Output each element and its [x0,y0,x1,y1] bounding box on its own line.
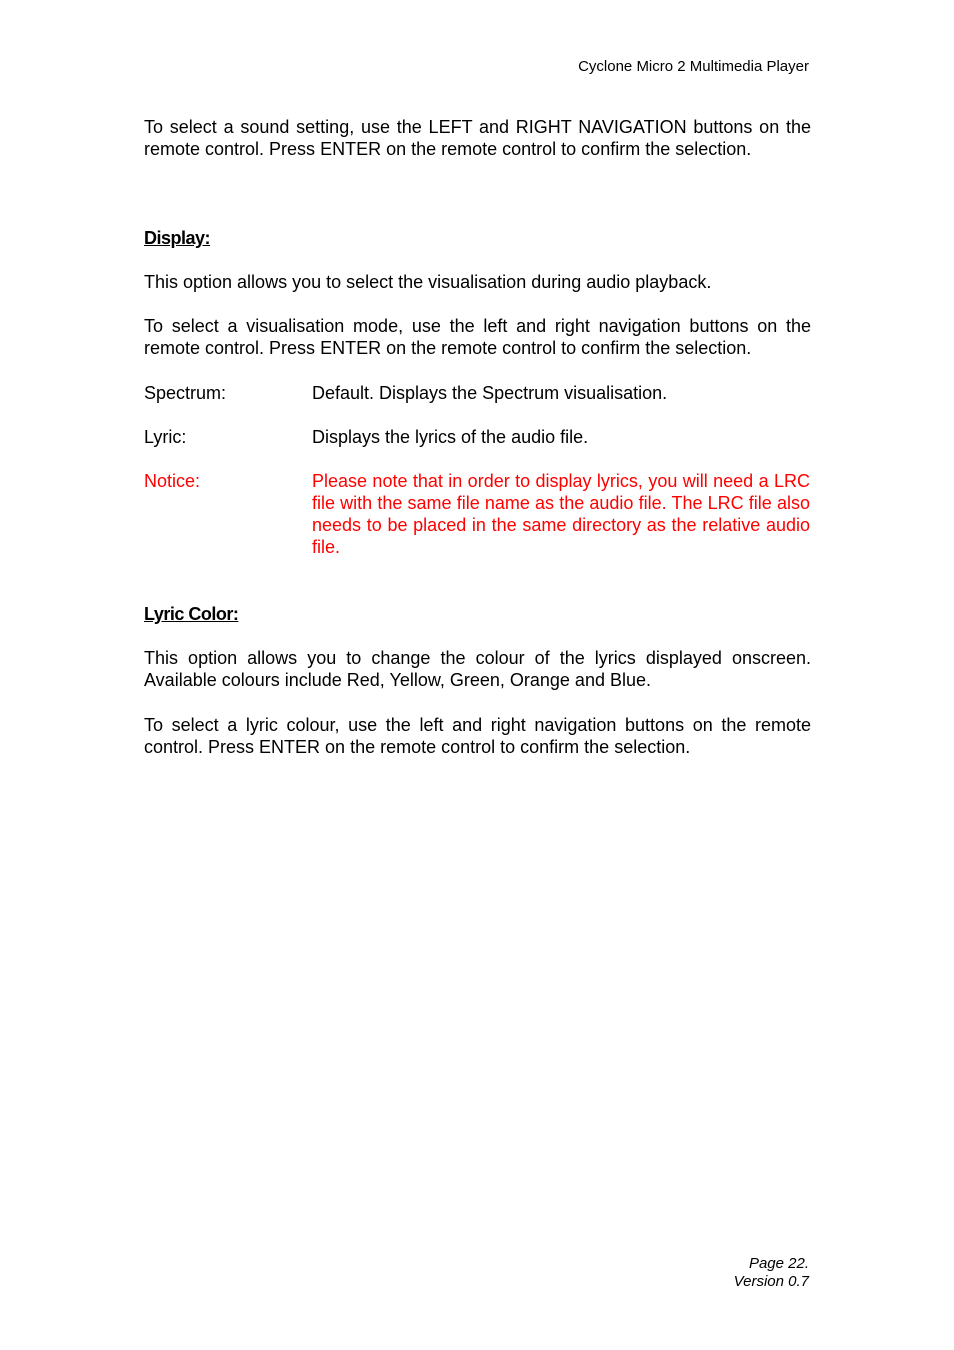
lyric-color-instructions: To select a lyric colour, use the left and right navigation buttons on the remote control. Press ENTER on the remote control to confirm the selection. [144,715,811,757]
lyric-label: Lyric: [144,427,187,447]
display-heading: Display: [144,228,211,248]
page-footer [600,1255,809,1291]
notice-text: Please note that in order to display lyrics, you will need a LRC file with the same file name as the audio file. The LRC file also needs to be placed in the same directory as the relative audio file. [312,471,810,557]
spectrum-label: Spectrum: [144,383,227,403]
page-header: Cyclone Micro 2 Multimedia Player [578,58,809,75]
display-description: This option allows you to select the visualisation during audio playback. [144,272,712,292]
lyric-color-heading: Lyric Color: [144,604,239,624]
lyric-description: Displays the lyrics of the audio file. [312,427,589,447]
lyric-color-description: This option allows you to change the colour of the lyrics displayed onscreen. Available colours include Red, Yellow, Green, Orange and Blue. [144,648,811,690]
spectrum-description: Default. Displays the Spectrum visualisation. [312,383,668,403]
notice-label: Notice: [144,471,201,491]
version-number: Version 0.7 [733,1273,809,1290]
intro-paragraph: To select a sound setting, use the LEFT and RIGHT NAVIGATION buttons on the remote control. Press ENTER on the remote control to confirm the selection. [144,117,811,159]
display-instructions: To select a visualisation mode, use the left and right navigation buttons on the remote control. Press ENTER on the remote control to confirm the selection. [144,316,811,358]
page-number: Page 22. [748,1255,809,1272]
